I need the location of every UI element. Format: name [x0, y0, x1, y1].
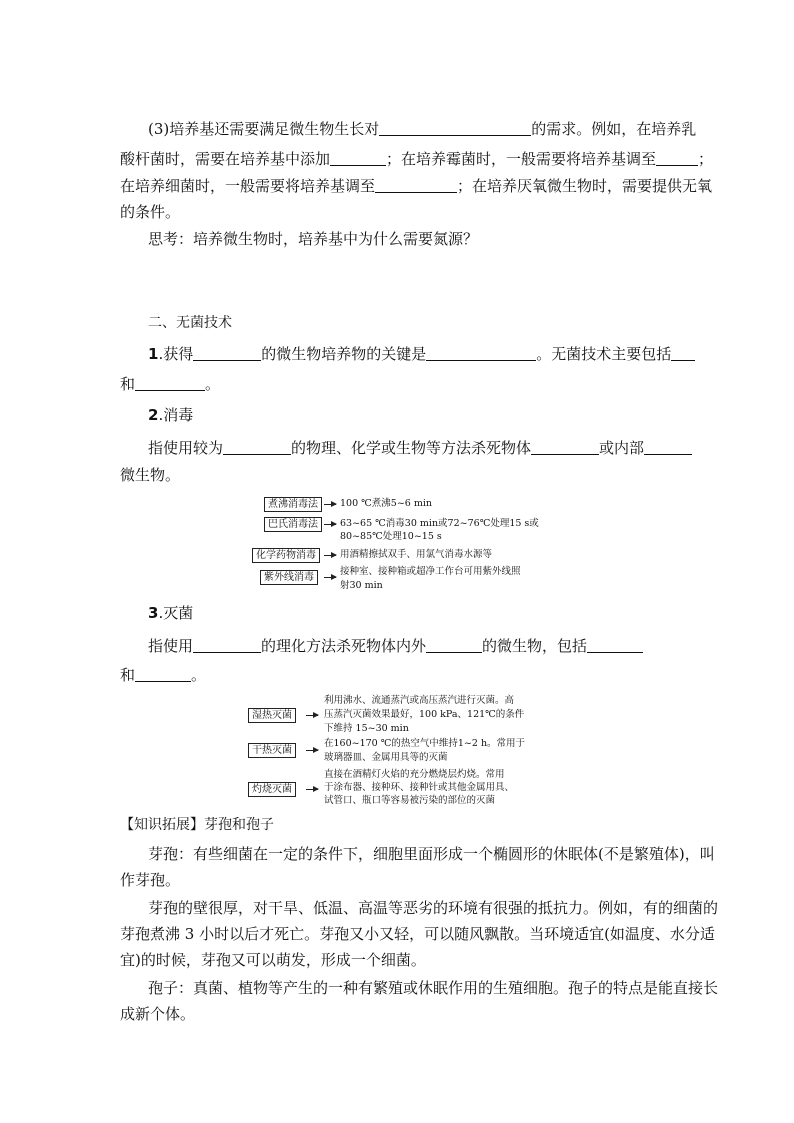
disinfect-desc-uv-2: 射30 min: [340, 580, 383, 591]
arrow-icon: [306, 750, 318, 751]
arrow-icon: [324, 524, 336, 525]
section-title: 二、无菌技术: [148, 315, 232, 331]
arrow-icon: [324, 504, 336, 505]
item1-line2: 和 。: [120, 375, 221, 393]
sterilize-desc-flame-3: 试管口、瓶口等容易被污染的部位的灭菌: [324, 795, 496, 806]
para3-line1: (3)培养基还需要满足微生物生长对 的需求。例如，在培养乳: [148, 120, 697, 138]
blank-2: [330, 150, 386, 166]
sterilize-label-moist: 湿热灭菌: [248, 708, 296, 723]
item3-line1: 指使用 的理化方法杀死物体内外 的微生物，包括: [148, 636, 708, 656]
blank-14: [587, 637, 643, 653]
sterilize-desc-dry-1: 在160~170 ℃的热空气中维持1~2 h。常用于: [324, 738, 526, 749]
blank-12: [193, 637, 261, 653]
para3-line3: 在培养细菌时，一般需要将培养基调至 ；在培养厌氧微生物时，需要提供无氧: [120, 177, 713, 195]
disinfect-desc-pasteur-2: 80~85℃处理10~15 s: [340, 531, 442, 542]
sterilize-desc-moist-2: 压蒸汽灭菌效果最好，100 kPa、121℃的条件: [324, 709, 525, 720]
extension-p1-line2: 作芽孢。: [120, 871, 181, 889]
item2-line1: 指使用较为 的物理、化学或生物等方法杀死物体 或内部: [148, 438, 708, 458]
blank-9: [223, 439, 291, 455]
blank-7: [671, 345, 695, 361]
blank-6: [426, 345, 536, 361]
arrow-icon: [324, 555, 336, 556]
blank-8: [135, 375, 205, 391]
disinfect-label-pasteur: 巴氏消毒法: [264, 517, 322, 532]
para3-line2: 酸杆菌时，需要在培养基中添加 ；在培养霉菌时，一般需要将培养基调至 ；: [120, 150, 714, 168]
item2-line2: 微生物。: [120, 466, 181, 484]
sterilize-desc-flame-2: 于涂布器、接种环、接种针或其他金属用具、: [324, 782, 515, 793]
item2-title: 2.消毒: [148, 406, 194, 424]
arrow-icon: [324, 577, 336, 578]
blank-3: [656, 150, 698, 166]
extension-p1-line1: 芽孢：有些细菌在一定的条件下，细胞里面形成一个椭圆形的休眠体(不是繁殖体)，叫: [148, 845, 715, 863]
extension-p2-line3: 宜)的时候，芽孢又可以萌发，形成一个细菌。: [120, 951, 426, 969]
item1-line1: 1.获得 的微生物培养物的关键是 。无菌技术主要包括: [148, 344, 708, 364]
disinfect-desc-boiling: 100 ℃煮沸5~6 min: [340, 498, 433, 509]
extension-title: 【知识拓展】芽孢和孢子: [120, 817, 274, 833]
item3-line2: 和 。: [120, 666, 207, 684]
extension-p3-line1: 孢子：真菌、植物等产生的一种有繁殖或休眠作用的生殖细胞。孢子的特点是能直接长: [148, 979, 719, 997]
disinfect-desc-pasteur-1: 63~65 ℃消毒30 min或72~76℃处理15 s或: [340, 518, 539, 529]
disinfect-label-chemical: 化学药物消毒: [252, 548, 320, 563]
blank-5: [193, 345, 261, 361]
blank-1: [379, 120, 531, 136]
para3-line4: 的条件。: [120, 203, 181, 221]
disinfect-desc-uv-1: 接种室、接种箱或超净工作台可用紫外线照: [340, 566, 521, 577]
sterilize-label-flame: 灼烧灭菌: [248, 782, 296, 797]
extension-p2-line1: 芽孢的壁很厚，对干旱、低温、高温等恶劣的环境有很强的抵抗力。例如，有的细菌的: [148, 899, 719, 917]
disinfect-label-uv: 紫外线消毒: [260, 570, 318, 585]
extension-p3-line2: 成新个体。: [120, 1005, 196, 1023]
extension-p2-line2: 芽孢煮沸 3 小时以后才死亡。芽孢又小又轻，可以随风飘散。当环境适宜(如温度、水分适: [120, 925, 715, 943]
disinfect-desc-chemical: 用酒精擦拭双手、用氯气消毒水源等: [340, 549, 493, 560]
sterilize-desc-moist-3: 下维持 15~30 min: [324, 723, 409, 734]
blank-11: [644, 439, 692, 455]
sterilize-label-dry: 干热灭菌: [248, 743, 296, 758]
sterilize-desc-dry-2: 玻璃器皿、金属用具等的灭菌: [324, 752, 448, 763]
sterilize-desc-moist-1: 利用沸水、流通蒸汽或高压蒸汽进行灭菌。高: [324, 695, 515, 706]
disinfect-label-boiling: 煮沸消毒法: [264, 497, 322, 512]
think-question: 思考：培养微生物时，培养基中为什么需要氮源？: [148, 230, 479, 248]
blank-13: [426, 637, 482, 653]
arrow-icon: [306, 715, 318, 716]
sterilize-desc-flame-1: 直接在酒精灯火焰的充分燃烧层灼烧。常用: [324, 769, 505, 780]
blank-10: [531, 439, 599, 455]
blank-15: [135, 666, 191, 682]
arrow-icon: [306, 789, 318, 790]
blank-4: [375, 177, 457, 193]
item3-title: 3.灭菌: [148, 604, 194, 622]
